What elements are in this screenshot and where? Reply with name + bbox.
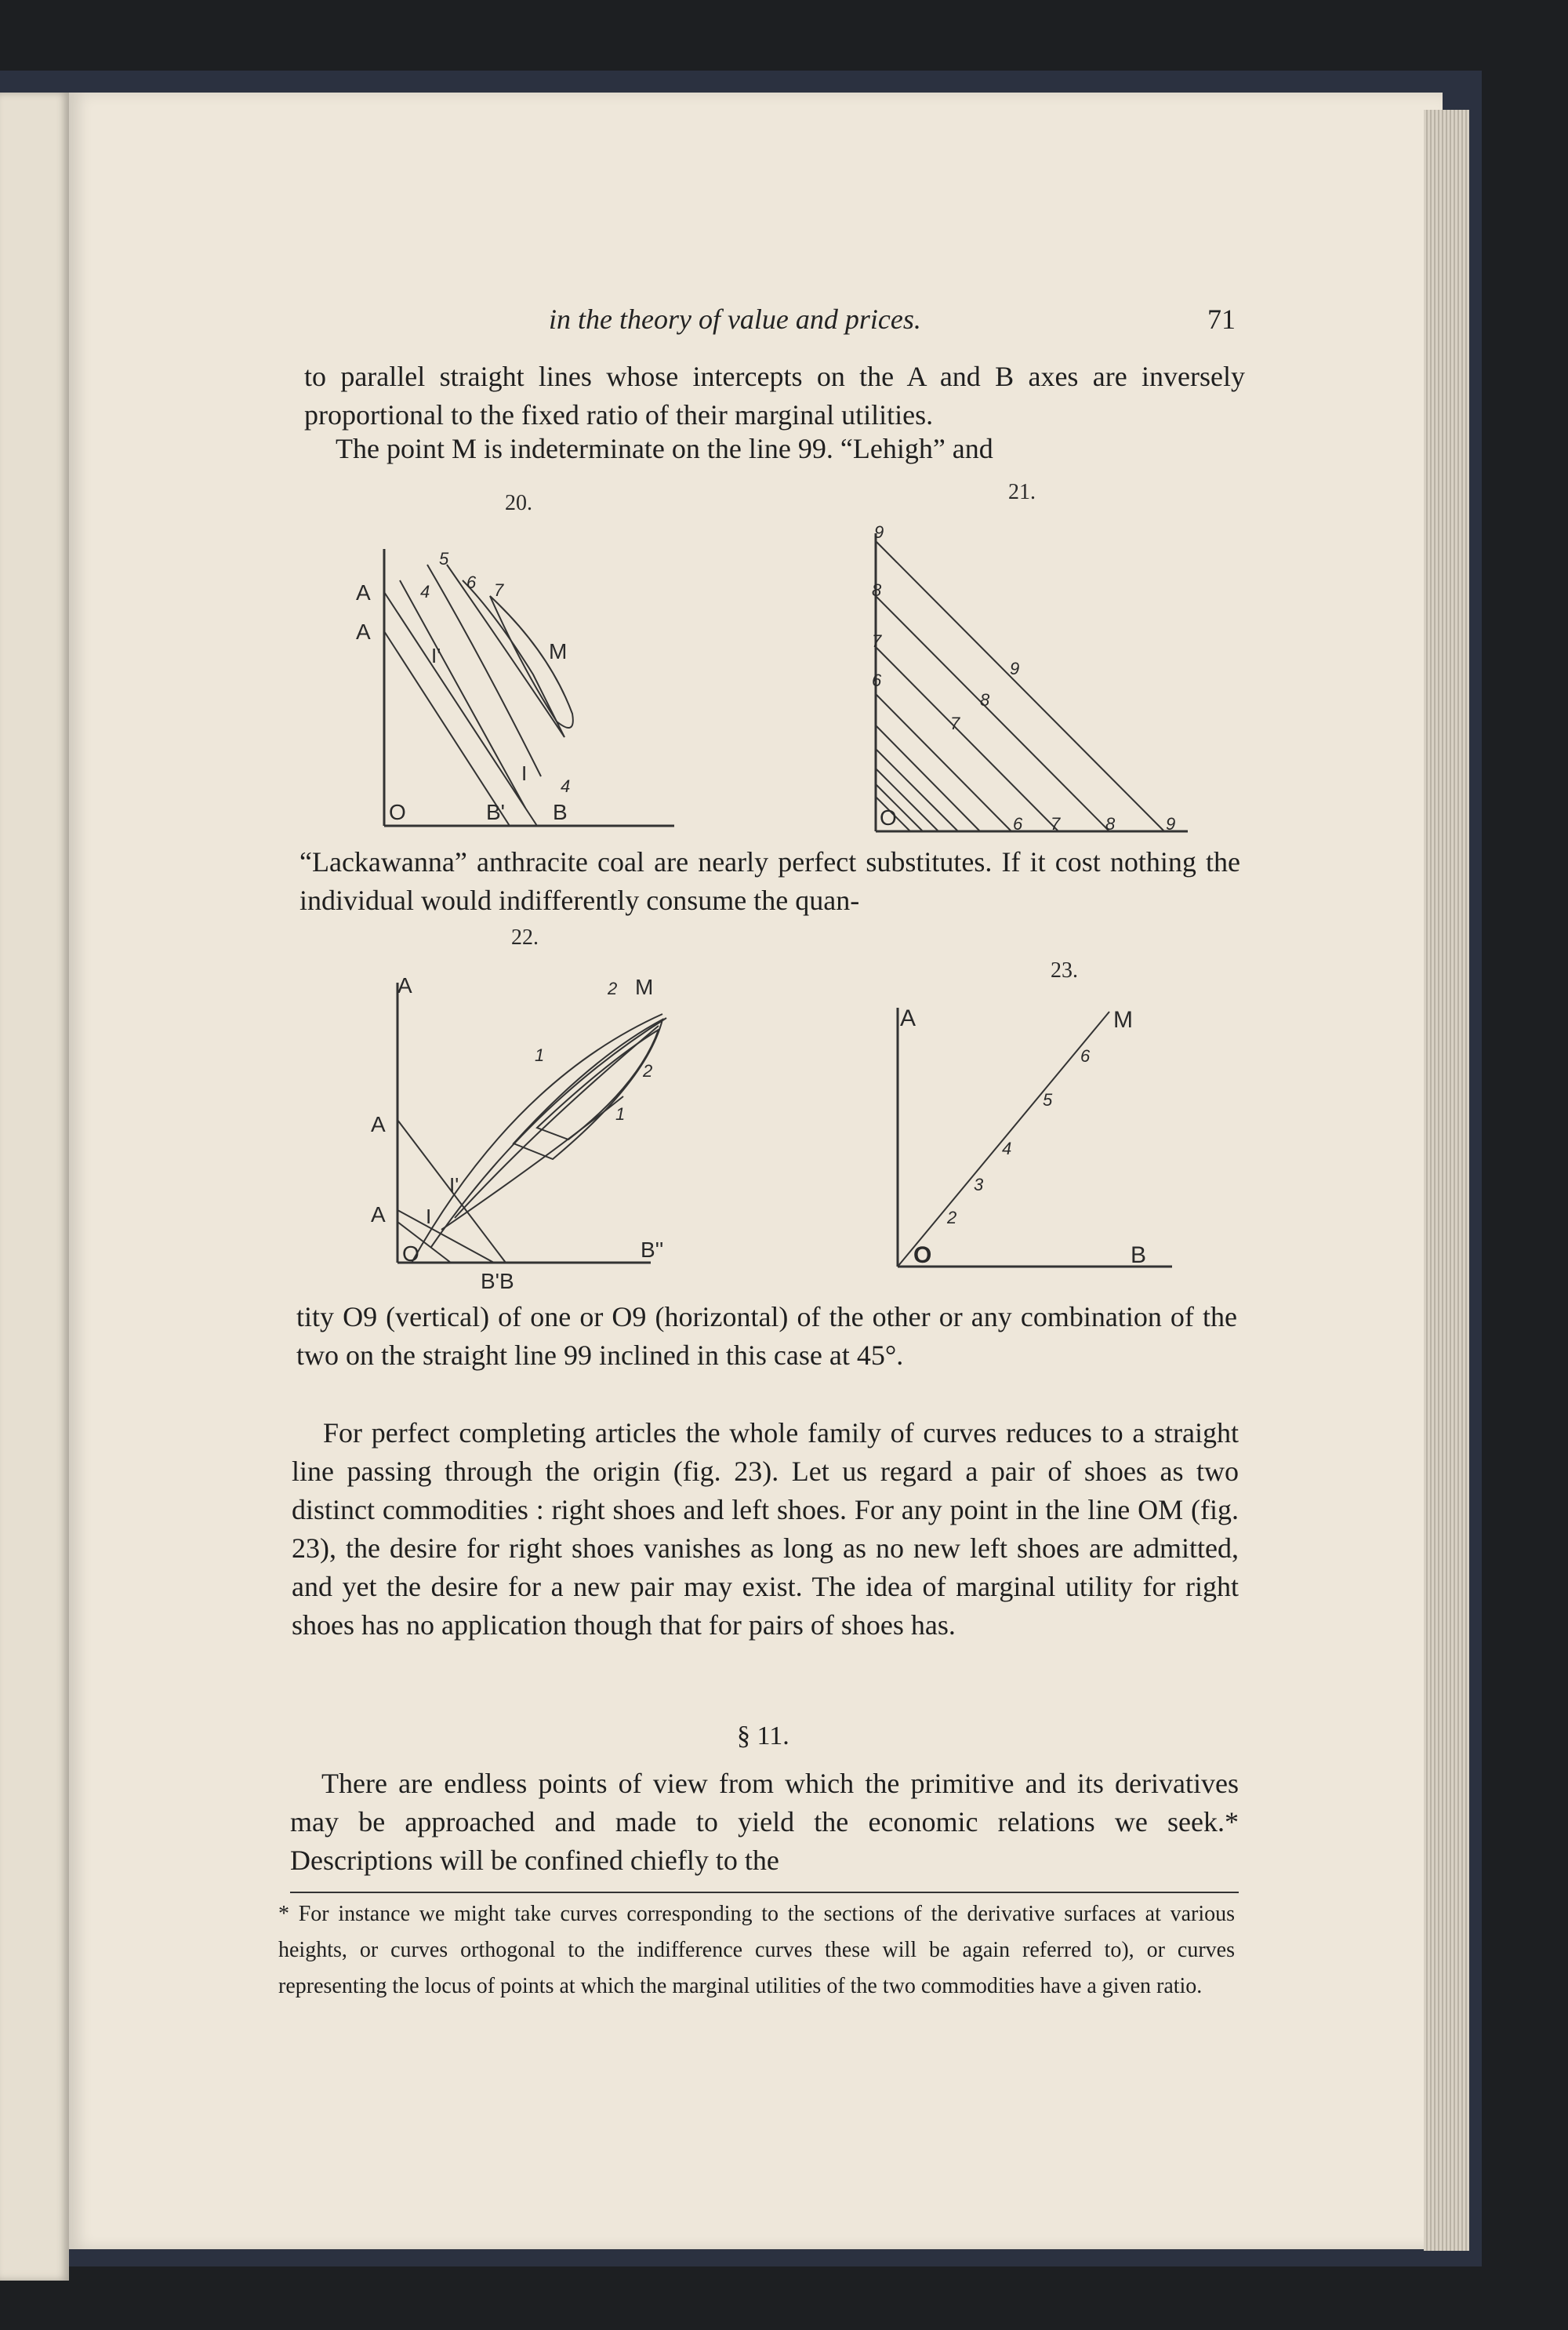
figure-20-number: 20. <box>505 491 532 515</box>
fig21-line-7: 7 <box>950 714 960 733</box>
fig23-label-B: B <box>1131 1242 1147 1268</box>
fig21-axis-7: 7 <box>872 631 882 651</box>
fig23-num-5: 5 <box>1043 1090 1053 1110</box>
figure-23 <box>886 996 1200 1278</box>
figure-22-number: 22. <box>511 925 539 950</box>
figure-22 <box>357 971 702 1300</box>
fig22-label-A1: A <box>397 973 412 998</box>
fig22-curve-1: 1 <box>535 1045 545 1065</box>
fig20-label-I1: I' <box>431 644 441 667</box>
paragraph-3: “Lackawanna” anthracite coal are nearly perfect substitutes. If it cost nothing the individual would indifferently consume the quan- <box>299 846 1240 916</box>
fig22-label-I2: I <box>426 1205 432 1228</box>
figure-21 <box>855 518 1207 847</box>
paragraph-5: For perfect completing articles the whole family of curves reduces to a straight line passing through the origin (fig. 23). Let us regard a pair of shoes as two distinct commodities : right shoes and left shoes. For any point in the line OM (fig. 23), the desire for right shoes vanishes as long as no new left shoes are admitted, and yet the desire for a new pair may exist. The idea of marginal utility for right shoes has no application though that for pairs of shoes has. <box>292 1417 1239 1641</box>
paragraph-2: The point M is indeterminate on the line 99. “Lehigh” and <box>336 433 993 464</box>
fig23-num-4: 4 <box>1002 1139 1012 1158</box>
figure-21-number: 21. <box>1008 480 1036 504</box>
figure-20 <box>345 533 690 839</box>
fig20-curve-4: 4 <box>420 582 430 602</box>
fig21-base-8: 8 <box>1105 814 1116 834</box>
fig21-axis-6: 6 <box>872 671 882 690</box>
footnote-rule <box>290 1892 1239 1893</box>
paragraph-4: tity O9 (vertical) of one or O9 (horizontal) of the other or any combination of the two on the straight line 99 inclined in this case at 45°. <box>296 1301 1237 1371</box>
fig22-curve-1b: 1 <box>615 1104 626 1124</box>
fig23-label-A: A <box>900 1005 916 1031</box>
figure-23-number: 23. <box>1051 958 1078 983</box>
fig21-base-6: 6 <box>1013 814 1023 834</box>
fig21-label-O: O <box>880 805 897 830</box>
fig20-label-O: O <box>389 800 406 824</box>
fig20-label-M: M <box>549 639 568 663</box>
paragraph-1: to parallel straight lines whose intercepts on the A and B axes are inversely proportional to the fixed ratio of their marginal utilities. <box>304 361 1245 431</box>
fig20-curve-4b: 4 <box>561 776 571 796</box>
fig21-line-9: 9 <box>1010 659 1020 678</box>
fig20-curve-5: 5 <box>439 549 449 569</box>
fig21-line-8: 8 <box>980 690 990 710</box>
section-heading: § 11. <box>737 1721 789 1750</box>
fig21-axis-9: 9 <box>874 522 884 542</box>
fig22-curve-2: 2 <box>608 979 618 998</box>
fig22-label-A3: A <box>371 1202 386 1227</box>
paragraph-6: There are endless points of view from which the primitive and its derivatives may be approached and made to yield the economic relations we seek.* Descriptions will be confined chiefly to the <box>290 1768 1239 1876</box>
fig22-curve-2b: 2 <box>643 1061 653 1081</box>
footnote: * For instance we might take curves corresponding to the sections of the derivative surfaces at various heights, or curves orthogonal to the indifference curves these will be again referred to), or curves representing the locus of points at which the marginal utilities of the two commodities have a given ratio. <box>278 1902 1235 1998</box>
fig20-curve-6: 6 <box>466 573 477 592</box>
fig21-base-7: 7 <box>1051 814 1061 834</box>
page-edges <box>1424 110 1469 2251</box>
fig20-label-A2: A <box>356 620 371 644</box>
fig20-label-B2: B <box>553 800 568 824</box>
fig23-num-3: 3 <box>974 1175 984 1194</box>
facing-page-edge <box>0 93 69 2281</box>
fig20-label-B1: B' <box>486 800 506 824</box>
fig23-label-O: O <box>913 1242 932 1268</box>
fig20-label-A1: A <box>356 580 371 605</box>
fig22-label-O: O <box>402 1241 419 1266</box>
fig21-axis-8: 8 <box>872 580 882 600</box>
fig23-label-M: M <box>1113 1007 1133 1033</box>
fig20-curve-7: 7 <box>494 580 504 600</box>
running-title: in the theory of value and prices. <box>549 304 921 335</box>
fig23-num-2: 2 <box>947 1208 957 1227</box>
fig22-label-A2: A <box>371 1112 386 1136</box>
fig20-label-I2: I <box>521 762 528 785</box>
page-number: 71 <box>1207 304 1236 335</box>
fig22-label-B1: B'' <box>641 1238 664 1262</box>
fig22-label-B2: B'B <box>481 1269 514 1293</box>
fig22-label-I1: I' <box>449 1173 459 1197</box>
fig21-base-9: 9 <box>1166 814 1176 834</box>
fig23-num-6: 6 <box>1080 1046 1091 1066</box>
fig22-label-M: M <box>635 975 654 999</box>
